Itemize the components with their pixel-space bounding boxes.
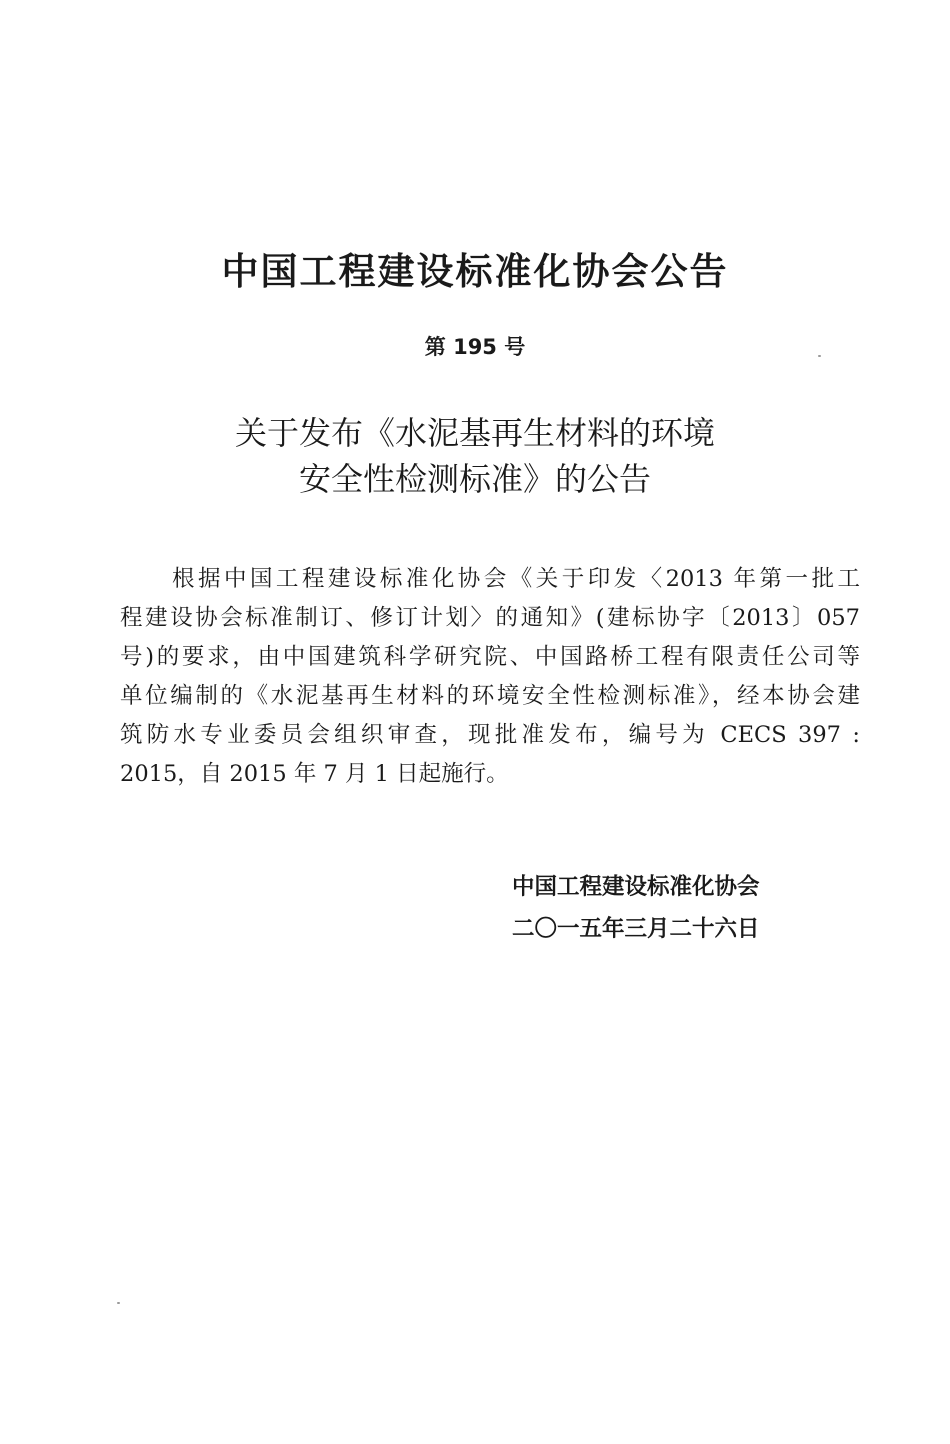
- scan-speck: [818, 355, 821, 357]
- signature-block: [512, 866, 760, 950]
- body-line-2: 程建设协会标准制订、修订计划〉的通知》(建标协字〔2013〕057: [120, 605, 860, 631]
- scan-speck: [117, 1302, 120, 1304]
- announcement-title: 中国工程建设标准化协会公告: [221, 250, 729, 293]
- body-line-5: 筑防水专业委员会组织审查，现批准发布，编号为 CECS 397 :: [120, 722, 860, 748]
- subject-line-2: 安全性检测标准》的公告: [298, 460, 651, 498]
- signature-organization: 中国工程建设标准化协会: [512, 874, 760, 900]
- announcement-body: [120, 560, 860, 794]
- body-line-6: 2015，自 2015 年 7 月 1 日起施行。: [120, 761, 509, 787]
- body-line-3: 号)的要求，由中国建筑科学研究院、中国路桥工程有限责任公司等: [120, 644, 860, 670]
- notice-number: 第 195 号: [424, 335, 526, 359]
- body-line-1: 根据中国工程建设标准化协会《关于印发〈2013 年第一批工: [172, 566, 860, 592]
- signature-date: 二〇一五年三月二十六日: [512, 916, 760, 942]
- body-line-4: 单位编制的《水泥基再生材料的环境安全性检测标准》，经本协会建: [120, 683, 860, 709]
- subject-line-1: 关于发布《水泥基再生材料的环境: [234, 414, 715, 452]
- announcement-subject: [0, 410, 950, 502]
